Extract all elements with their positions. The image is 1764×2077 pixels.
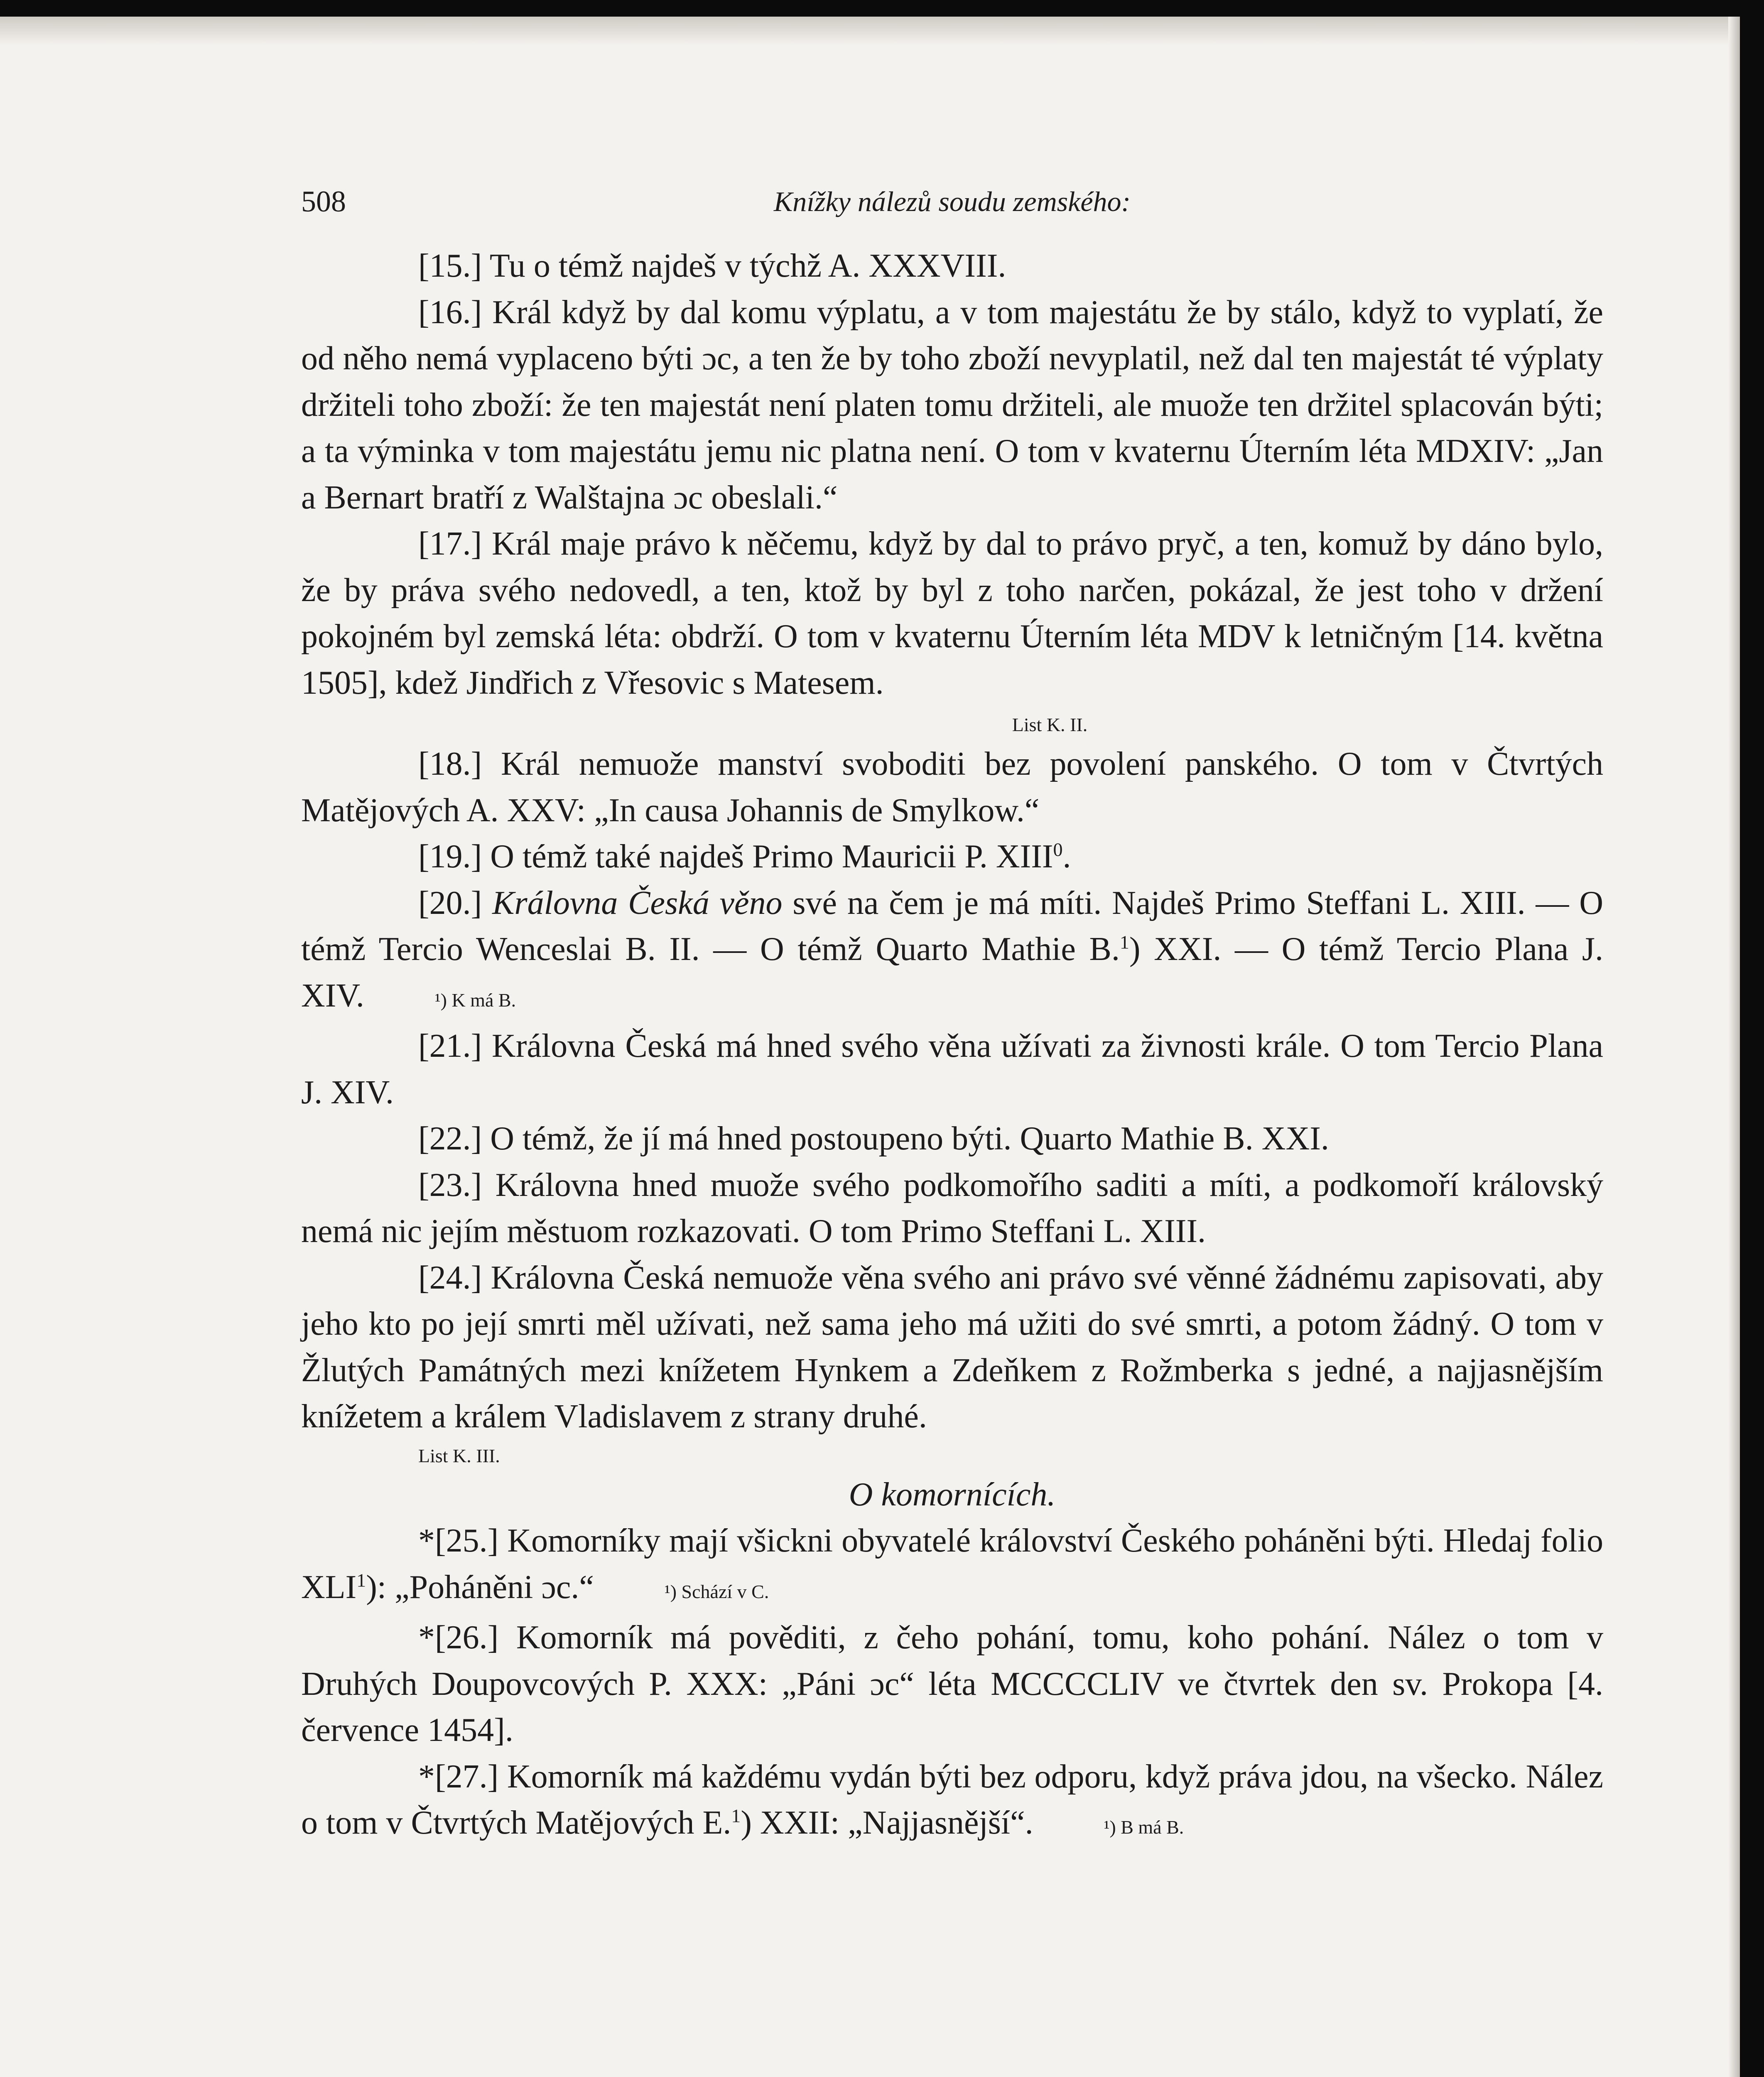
margin-note-list-k3: List K. III.: [418, 1445, 500, 1466]
body-text: [301, 243, 1603, 1851]
paragraph-15: [15.] Tu o témž najdeš v týchž A. XXXVIII.: [418, 248, 1006, 284]
paragraph-20: [301, 880, 1603, 1024]
paragraph-20-italic: Královna Česká věno: [492, 884, 783, 921]
page-number: 508: [301, 185, 346, 218]
footnote-mark: 1: [731, 1805, 741, 1827]
paragraph-19-superscript: 0: [1053, 839, 1063, 860]
page-header: [301, 179, 1603, 224]
footnote-mark: 1: [1119, 931, 1129, 953]
paragraph-26: *[26.] Komorník má pověditi, z čeho pohání, tomu, koho pohání. Nález o tom v Druhých Doupovcových P. XXX: „Páni ɔc“ léta MCCCCLIV ve čtvrtek den sv. Prokopa [4. července 1454].: [301, 1619, 1603, 1748]
paragraph-16: [16.] Král když by dal komu výplatu, a v tom majestátu že by stálo, když to vyplatí, že od něho nemá vyplaceno býti ɔc, a ten že by toho zboží nevyplatil, než dal ten majestát té výplaty držiteli toho zboží: že ten majestát není platen tomu držiteli, ale muože ten držitel splacován býti; a ta výminka v tom majestátu jemu nic platna není. O tom v kvaternu Úterním léta MDXIV: „Jan a Bernart bratří z Walštajna ɔc obeslali.“: [301, 294, 1603, 516]
paragraph-25: [301, 1518, 1603, 1615]
scan-shadow-right: [1728, 17, 1740, 2077]
margin-note-list-k2: List K. II.: [1012, 714, 1088, 735]
paragraph-19: [301, 834, 1603, 880]
footnote-mark: 1: [356, 1569, 366, 1591]
paragraph-20-text: své na čem je má míti. Najdeš Primo Steffani L. XIII. — O témž Tercio Wenceslai B. II. — O témž Quarto Mathie B.: [301, 884, 1604, 967]
paragraph-21: [21.] Královna Česká má hned svého věna užívati za živnosti krále. O tom Tercio Plana J. XIV.: [301, 1028, 1603, 1111]
paragraph-25-text-end: ): „Poháněni ɔc.“: [366, 1569, 594, 1606]
scan-border-top: [0, 0, 1764, 17]
footnote-inline: ¹) B má B.: [1104, 1817, 1184, 1838]
paragraph-17: [17.] Král maje právo k něčemu, když by dal to právo pryč, a ten, komuž by dáno bylo, že by práva svého nedovedl, a ten, ktož by byl z toho narčen, pokázal, že jest toho v držení pokojném byl zemská léta: obdrží. O tom v kvaternu Úterním léta MDV k letničným [14. května 1505], kdež Jindřich z Vřesovic s Matesem.: [301, 525, 1603, 701]
paragraph-22: [22.] O témž, že jí má hned postoupeno býti. Quarto Mathie B. XXI.: [418, 1120, 1329, 1157]
footnote-inline: ¹) K má B.: [434, 989, 516, 1011]
section-title: O komornících.: [849, 1476, 1056, 1513]
paragraph-25-text: *[25.] Komorníky mají všickni obyvatelé království Českého poháněni býti. Hledaj folio XLI: [301, 1522, 1603, 1606]
paragraph-19-end: .: [1062, 838, 1071, 875]
scan-border-right: [1740, 0, 1764, 2077]
paragraph-27-text: *[27.] Komorník má každému vydán býti bez odporu, když práva jdou, na všecko. Nález o tom v Čtvrtých Matějových E.: [301, 1758, 1603, 1841]
paragraph-24: [24.] Královna Česká nemuože věna svého ani právo své věnné žádnému zapisovati, aby jeho kto po její smrti měl užívati, než sama jeho má užiti do své smrti, a potom žádný. O tom v Žlutých Památných mezi knížetem Hynkem a Zdeňkem z Rožmberka s jedné, a najjasnějším knížetem a králem Vladislavem z strany druhé.: [301, 1259, 1603, 1435]
paragraph-18: [18.] Král nemuože manství svoboditi bez povolení panského. O tom v Čtvrtých Matějových A. XXV: „In causa Johannis de Smylkow.“: [301, 746, 1603, 829]
paragraph-20-number: [20.]: [418, 884, 482, 921]
paragraph-20-text-end: ) XXI. — O témž Tercio Plana J. XIV.: [301, 931, 1603, 1014]
running-title: Knížky nálezů soudu zemského:: [773, 186, 1131, 217]
scan-shadow-top: [0, 17, 1740, 46]
paragraph-27: [301, 1754, 1603, 1851]
paragraph-19-text: [19.] O témž také najdeš Primo Mauricii P. XIII: [418, 838, 1053, 875]
paragraph-27-text-end: ) XXII: „Najjasnější“.: [741, 1804, 1033, 1841]
footnote-inline: ¹) Schází v C.: [664, 1581, 769, 1602]
paragraph-23: [23.] Královna hned muože svého podkomořího saditi a míti, a podkomoří královský nemá nic jejím městuom rozkazovati. O tom Primo Steffani L. XIII.: [301, 1166, 1603, 1250]
